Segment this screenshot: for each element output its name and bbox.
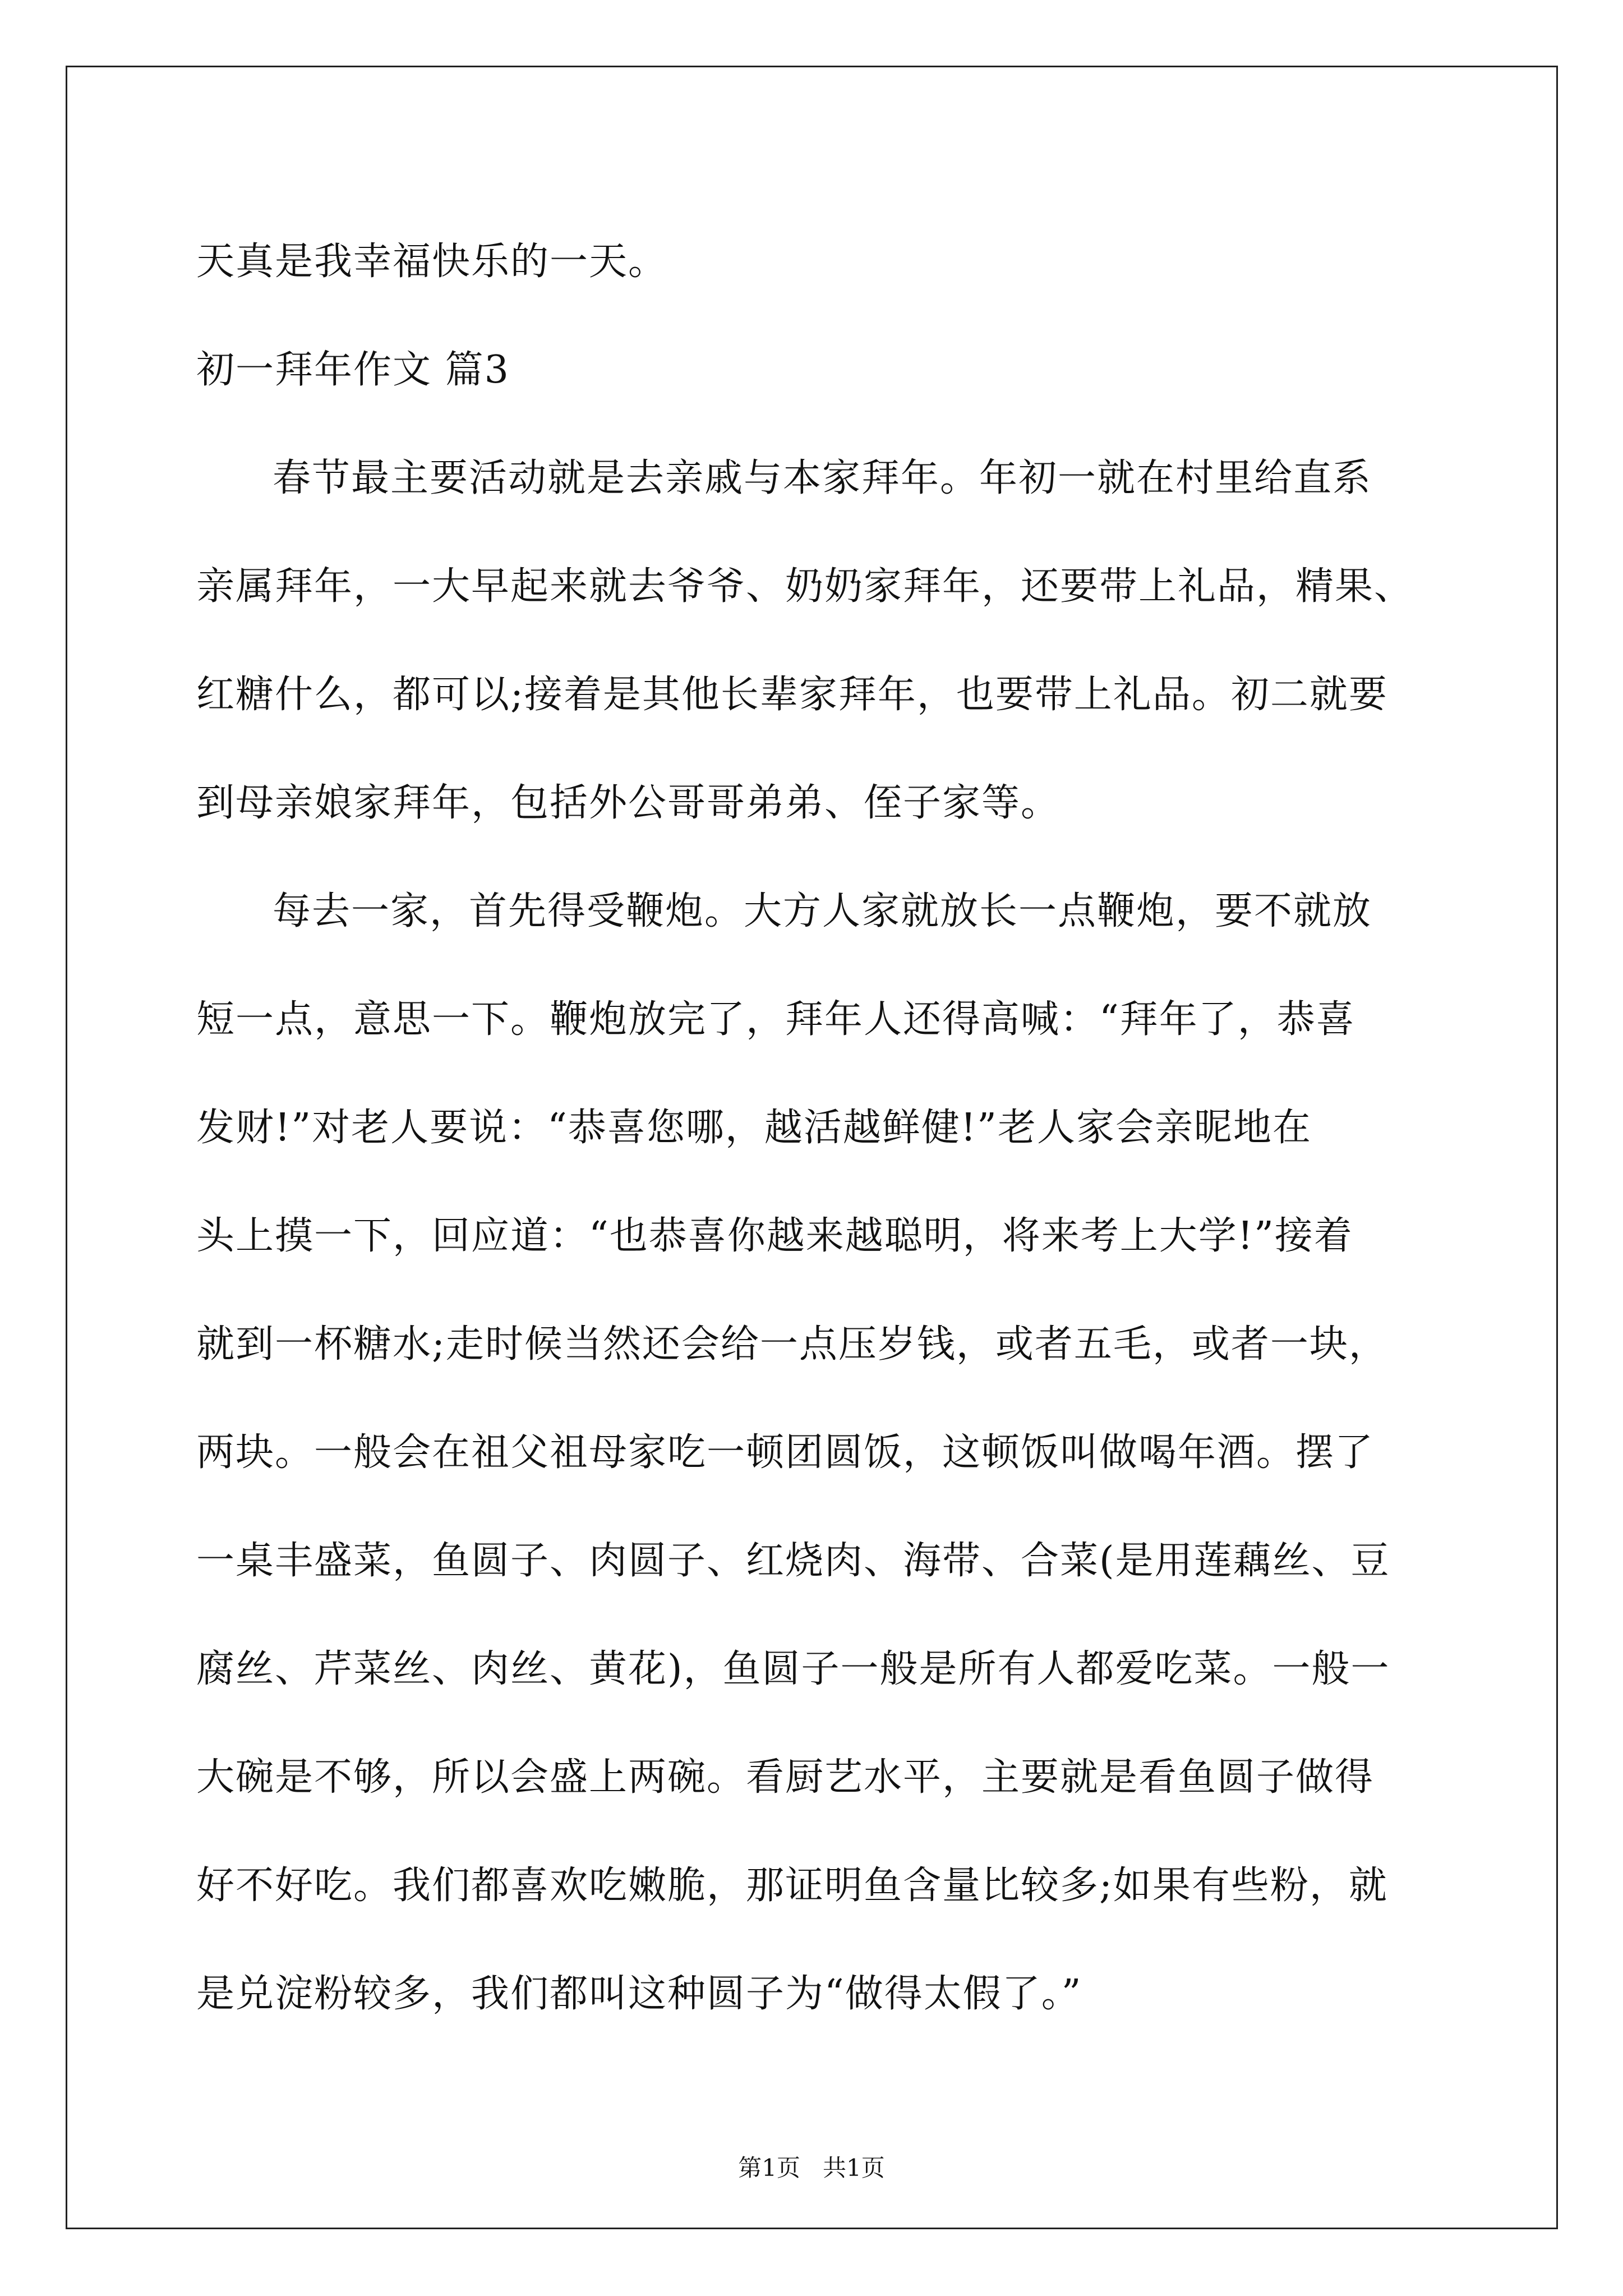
paragraph-line: 两块。一般会在祖父祖母家吃一顿团圆饭，这顿饭叫做喝年酒。摆了 [196, 1430, 1375, 1475]
paragraph-line: 大碗是不够，所以会盛上两碗。看厨艺水平，主要就是看鱼圆子做得 [196, 1755, 1375, 1800]
paragraph-line: 红糖什么，都可以;接着是其他长辈家拜年，也要带上礼品。初二就要 [196, 673, 1388, 717]
paragraph-line: 亲属拜年，一大早起来就去爷爷、奶奶家拜年，还要带上礼品，精果、 [196, 564, 1414, 609]
section-heading: 初一拜年作文 篇3 [196, 348, 510, 392]
text-line: 天真是我幸福快乐的一天。 [196, 240, 668, 284]
paragraph-line: 一桌丰盛菜，鱼圆子、肉圆子、红烧肉、海带、合菜(是用莲藕丝、豆 [196, 1539, 1390, 1583]
paragraph-line: 短一点，意思一下。鞭炮放完了，拜年人还得高喊：“拜年了，恭喜 [196, 997, 1355, 1042]
paragraph-line: 头上摸一下，回应道：“也恭喜你越来越聪明，将来考上大学!”接着 [196, 1214, 1353, 1258]
paragraph-line: 就到一杯糖水;走时候当然还会给一点压岁钱，或者五毛，或者一块， [196, 1322, 1388, 1366]
paragraph-line: 每去一家，首先得受鞭炮。大方人家就放长一点鞭炮，要不就放 [273, 889, 1372, 933]
paragraph-line: 好不好吃。我们都喜欢吃嫩脆，那证明鱼含量比较多;如果有些粉，就 [196, 1864, 1388, 1908]
page-footer: 第1页 共1页 [738, 2154, 885, 2182]
paragraph-line: 发财!”对老人要说：“恭喜您哪，越活越鲜健!”老人家会亲昵地在 [196, 1106, 1312, 1150]
paragraph-line: 春节最主要活动就是去亲戚与本家拜年。年初一就在村里给直系 [273, 456, 1372, 500]
paragraph-line: 是兑淀粉较多，我们都叫这种圆子为“做得太假了。” [196, 1972, 1082, 2016]
document-body [196, 208, 1458, 2048]
paragraph-line: 到母亲娘家拜年，包括外公哥哥弟弟、侄子家等。 [196, 781, 1061, 825]
paragraph-line: 腐丝、芹菜丝、肉丝、黄花)，鱼圆子一般是所有人都爱吃菜。一般一 [196, 1647, 1390, 1691]
